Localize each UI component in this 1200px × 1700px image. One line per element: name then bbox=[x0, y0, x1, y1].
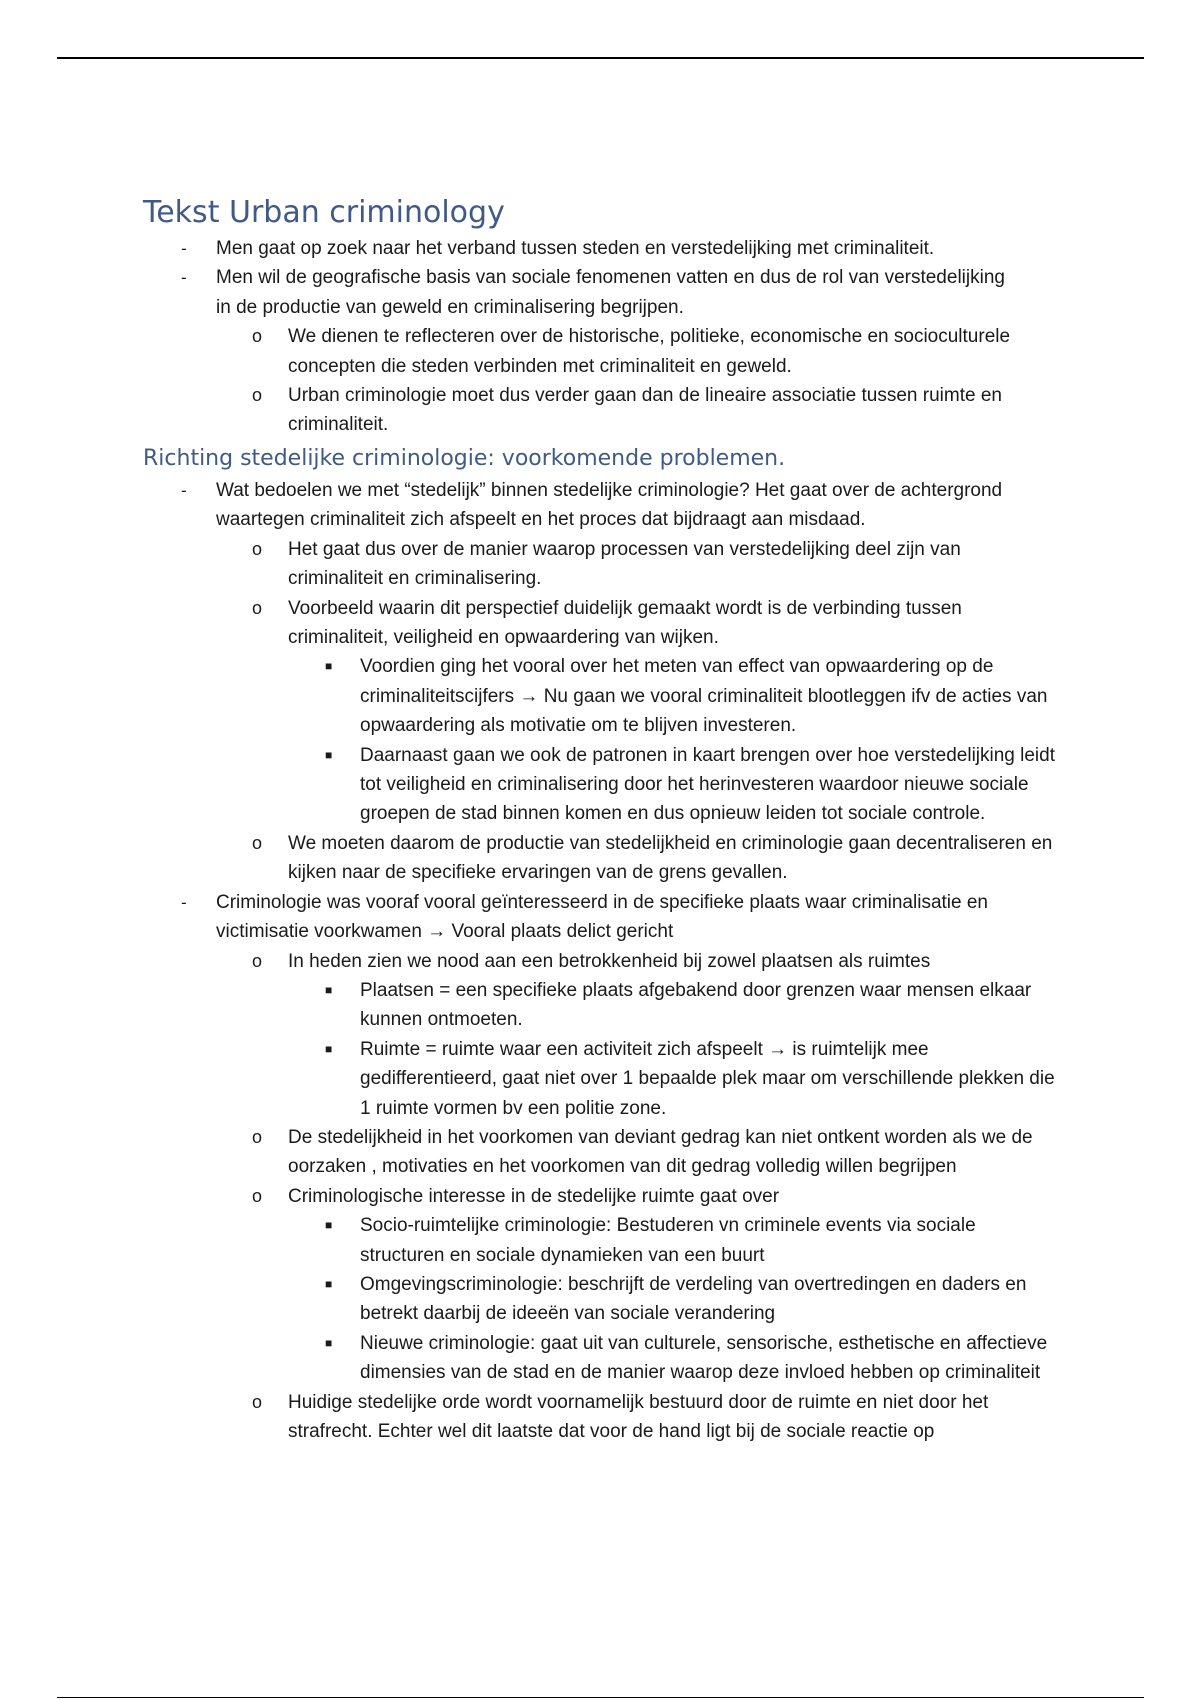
list-item bbox=[0, 1182, 1058, 1211]
circle-bullet: o bbox=[252, 538, 263, 559]
square-bullet: ■ bbox=[325, 747, 333, 762]
circle-bullet: o bbox=[252, 597, 263, 618]
list-item bbox=[0, 1329, 1060, 1388]
list-item-text: Voorbeeld waarin dit perspectief duidelijk gemaakt wordt is de verbinding tussen criminaliteit, veiligheid en opwaardering van wijken. bbox=[288, 597, 962, 649]
list-item-text: We dienen te reflecteren over de historische, politieke, economische en socioculturele concepten die steden verbinden met criminaliteit en geweld. bbox=[288, 326, 1011, 377]
list-item bbox=[0, 741, 1060, 829]
circle-bullet: o bbox=[252, 1185, 263, 1206]
list-item bbox=[0, 947, 1058, 976]
section-problems-list bbox=[0, 476, 1060, 1446]
list-item-text: Plaatsen = een specifieke plaats afgebakend door grenzen waar mensen elkaar kunnen ontmoeten. bbox=[360, 979, 1032, 1031]
list-item bbox=[0, 829, 1058, 888]
list-item-text: Voordien ging het vooral over het meten van effect van opwaardering op de criminaliteitscijfers → Nu gaan we vooral criminaliteit blootleggen ifv de acties van opwaardering als motivatie om te blijven investeren. bbox=[360, 656, 1048, 737]
list-item bbox=[0, 476, 1016, 535]
list-item-text: Nieuwe criminologie: gaat uit van culturele, sensorische, esthetische en affectieve dimensies van de stad en de manier waarop deze invloed hebben op criminaliteit bbox=[360, 1332, 1048, 1384]
list-item-text: Wat bedoelen we met “stedelijk” binnen stedelijke criminologie? Het gaat over de achtergrond waartegen criminaliteit zich afspeelt en het proces dat bijdraagt aan misdaad. bbox=[216, 480, 1003, 531]
list-item bbox=[0, 381, 1058, 440]
list-item-text: De stedelijkheid in het voorkomen van deviant gedrag kan niet ontkent worden als we de oorzaken , motivaties en het voorkomen van dit gedrag volledig willen begrijpen bbox=[288, 1126, 1033, 1178]
section-intro-list bbox=[0, 234, 1058, 440]
list-item bbox=[0, 1211, 1060, 1270]
list-item-text: Omgevingscriminologie: beschrijft de verdeling van overtredingen en daders en betrekt daarbij de ideeën van sociale verandering bbox=[360, 1273, 1027, 1325]
dash-bullet: - bbox=[181, 481, 187, 500]
list-item bbox=[0, 1270, 1060, 1329]
list-item bbox=[0, 535, 1058, 594]
list-item-text: We moeten daarom de productie van stedelijkheid en criminologie gaan decentraliseren en kijken naar de specifieke ervaringen van de grens gevallen. bbox=[288, 832, 1053, 884]
list-item-text: Daarnaast gaan we ook de patronen in kaart brengen over hoe verstedelijking leidt tot veiligheid en criminalisering door het herinvesteren waardoor nieuwe sociale groepen de stad binnen komen en dus opnieuw leiden tot sociale controle. bbox=[360, 744, 1056, 825]
document-title: Tekst Urban criminology bbox=[143, 195, 505, 230]
list-item-text: In heden zien we nood aan een betrokkenheid bij zowel plaatsen als ruimtes bbox=[288, 950, 931, 972]
list-item-text: Het gaat dus over de manier waarop processen van verstedelijking deel zijn van criminaliteit en criminalisering. bbox=[288, 538, 961, 590]
list-item bbox=[0, 888, 1016, 947]
circle-bullet: o bbox=[252, 1391, 263, 1412]
list-item-text: Urban criminologie moet dus verder gaan dan de lineaire associatie tussen ruimte en criminaliteit. bbox=[288, 385, 1002, 436]
dash-bullet: - bbox=[181, 892, 187, 912]
square-bullet: ■ bbox=[325, 1041, 333, 1056]
list-item bbox=[0, 652, 1060, 740]
square-bullet: ■ bbox=[325, 1218, 333, 1233]
list-item-text: Criminologische interesse in de stedelijke ruimte gaat over bbox=[288, 1185, 780, 1207]
list-item bbox=[0, 1035, 1060, 1123]
dash-bullet: - bbox=[181, 239, 187, 258]
list-item bbox=[0, 1388, 1058, 1447]
list-item bbox=[0, 976, 1060, 1035]
list-item-text: Huidige stedelijke orde wordt voornamelijk bestuurd door de ruimte en niet door het strafrecht. Echter wel dit laatste dat voor de hand ligt bij de sociale reactie op bbox=[288, 1391, 989, 1442]
section-heading: Richting stedelijke criminologie: voorkomende problemen. bbox=[143, 446, 786, 471]
list-item-text: Criminologie was vooraf vooral geïnteresseerd in de specifieke plaats waar criminalisatie en victimisatie voorkwamen → Vooral plaats delict gericht bbox=[216, 891, 988, 943]
circle-bullet: o bbox=[252, 326, 263, 347]
list-item-text: Men wil de geografische basis van sociale fenomenen vatten en dus de rol van verstedelijking in de productie van geweld en criminalisering begrijpen. bbox=[216, 267, 1005, 318]
square-bullet: ■ bbox=[325, 1335, 333, 1350]
list-item bbox=[0, 1123, 1058, 1182]
list-item-text: Socio-ruimtelijke criminologie: Bestuderen vn criminele events via sociale structuren en sociale dynamieken van een buurt bbox=[360, 1215, 976, 1266]
dash-bullet: - bbox=[181, 268, 187, 288]
list-item bbox=[0, 594, 1058, 653]
list-item bbox=[0, 234, 1016, 263]
footer-rule bbox=[57, 1697, 1144, 1698]
list-item-text: Ruimte = ruimte waar een activiteit zich afspeelt → is ruimtelijk mee gedifferentieerd, gaat niet over 1 bepaalde plek maar om verschillende plekken die 1 ruimte vormen bv een politie zone. bbox=[360, 1038, 1055, 1119]
circle-bullet: o bbox=[252, 832, 263, 853]
list-item bbox=[0, 322, 1058, 381]
square-bullet: ■ bbox=[325, 659, 333, 674]
list-item bbox=[0, 263, 1016, 322]
square-bullet: ■ bbox=[325, 982, 333, 997]
circle-bullet: o bbox=[252, 950, 263, 971]
list-item-text: Men gaat op zoek naar het verband tussen steden en verstedelijking met criminaliteit. bbox=[216, 238, 935, 259]
header-rule bbox=[57, 57, 1144, 59]
circle-bullet: o bbox=[252, 1126, 263, 1147]
square-bullet: ■ bbox=[325, 1276, 333, 1291]
circle-bullet: o bbox=[252, 385, 263, 406]
